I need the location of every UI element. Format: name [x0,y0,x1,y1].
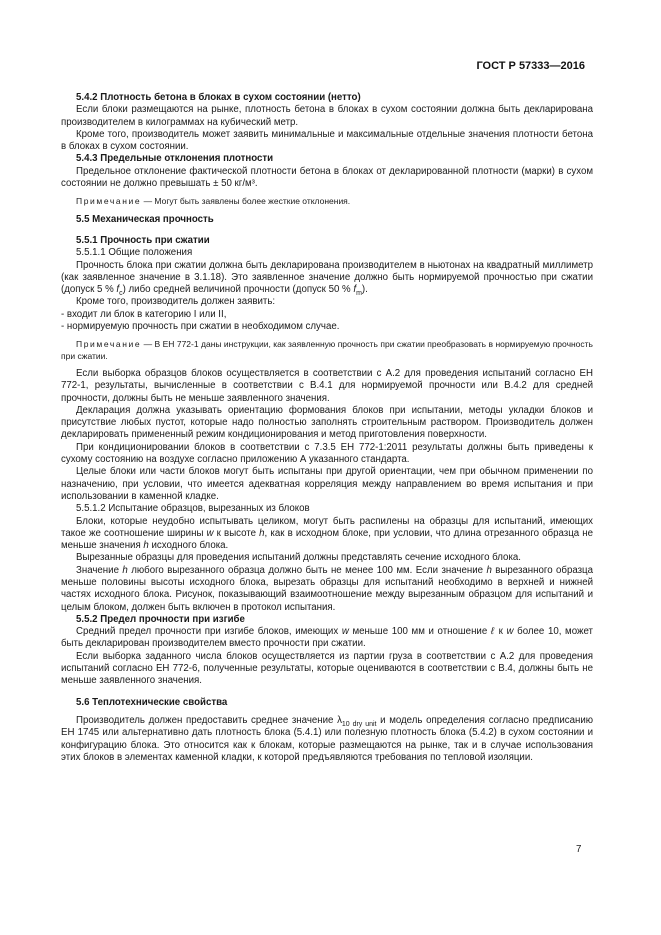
symbol-f: f [116,284,120,296]
symbol-h: h [122,564,128,576]
text-run: Блоки, которые неудобно испытывать целиком, могут быть распилены на образцы для испытаний, имеющих такое же соотношение ширины [61,515,593,539]
paragraph: Если выборка образцов блоков осуществляется в соответствии с А.2 для проведения испытаний согласно ЕН 772-1, результаты, вычисленные в соответствии с В.4.1 для нормируемой прочности или В.4.2 для средней прочности, должны быть не меньше заявленного значения. [61,367,593,404]
symbol-lambda: λ [337,714,342,726]
symbol-w: w [506,626,514,638]
paragraph [61,260,593,297]
page-body [61,92,593,764]
paragraph [61,715,593,764]
symbol-sub-c: c [119,290,123,298]
note-label: Примечание [76,339,142,350]
list-item: - нормируемую прочность при сжатии в необходимом случае. [61,321,340,333]
paragraph [61,565,593,614]
section-heading-5-4-2: 5.4.2 Плотность бетона в блоках в сухом состоянии (нетто) [76,92,361,103]
list-item: - входит ли блок в категорию I или II, [61,308,227,320]
symbol-f: f [353,284,357,296]
section-heading-5-5-2: 5.5.2 Предел прочности при изгибе [76,613,245,625]
note [61,339,593,362]
symbol-h: h [486,564,492,576]
symbol-w: w [341,626,349,638]
text-run: и модель определения согласно предписанию ЕН 1745 или альтернативно дать плотность блока (5.4.1) или полезную плотность блока (5.4.2) в сухом состоянии и конфигурацию блока. Это относится как к блокам, которые размещаются на рынке, так и в случае использования этих блоков в элементах каменной кладки, к которой предъявляются требования по тепловой изоляции. [61,714,593,763]
text-run: Средний предел прочности при изгибе блоков, имеющих [76,626,342,638]
subsection-heading-5-5-1-1: 5.5.1.1 Общие положения [76,247,193,259]
symbol-h: h [143,540,149,552]
text-run: вырезанного образца меньше половины высоты исходного блока, вырезать образцы для испытаний необходимо в верхней и нижней частях исходного блока. Рисунок, показывающий взаимоотношение между вырезанным образцом для испытаний и целым блоком, должен быть включен в протокол испытания. [61,564,593,613]
text-run: меньше 100 мм и отношение [348,626,491,638]
paragraph: Вырезанные образцы для проведения испытаний должны представлять сечение исходного блока. [76,552,521,564]
text-run: Значение [76,564,123,576]
text-run: любого вырезанного образца должно быть не менее 100 мм. Если значение [127,564,487,576]
text-run: Производитель должен предоставить среднее значение [76,714,338,726]
note-label: Примечание [76,196,142,207]
text-run: Прочность блока при сжатии должна быть декларирована производителем в ньютонах на квадратный миллиметр (как заявленное значение в 3.1.18). Это заявленное значение должно быть нормируемой прочностью при сжатии (допуск 5 % [61,259,593,296]
section-heading-5-6: 5.6 Теплотехнические свойства [76,696,228,708]
paragraph [61,626,593,651]
section-heading-5-5: 5.5 Механическая прочность [76,213,214,225]
text-run: ). [361,284,368,296]
symbol-w: w [206,527,214,539]
text-run: ) либо средней величиной прочности (допуск 50 % [122,284,354,296]
symbol-sub-m: m [356,290,362,298]
standard-number: ГОСТ Р 57333—2016 [476,60,585,72]
paragraph: Кроме того, производитель должен заявить: [76,296,276,308]
text-run: к [494,626,507,638]
text-run: более 10, может быть декларирован производителем вместо прочности при сжатии. [61,626,593,650]
symbol-h: h [259,527,265,539]
text-run: к высоте [213,527,260,539]
note-text: — Могут быть заявлены более жесткие отклонения. [141,196,351,207]
symbol-l: ℓ [490,626,495,638]
paragraph: При кондиционировании блоков в соответствии с 7.3.5 ЕН 772-1:2011 результаты должны быть приведены к сухому состоянию на воздухе согласно приложению А указанного стандарта. [61,441,593,466]
paragraph: Если блоки размещаются на рынке, плотность бетона в блоках в сухом состоянии должна быть декларирована производителем в килограммах на кубический метр. [61,104,593,128]
paragraph: Декларация должна указывать ориентацию формования блоков при испытании, методы укладки блоков и присутствие любых пустот, которые надо полностью заполнять строительным раствором. Производитель должен декларировать примененный режим кондиционирования и метод приготовления поверхности. [61,404,593,441]
paragraph: Если выборка заданного числа блоков осуществляется из партии груза в соответствии с А.2 для проведения испытаний согласно ЕН 772-6, полученные результаты, которые оцениваются в соответствии с В.4, должны быть не меньше заявленного значения. [61,650,593,687]
paragraph: Кроме того, производитель может заявить минимальные и максимальные отдельные значения плотности бетона в блоках в сухом состоянии. [61,128,593,153]
paragraph: Целые блоки или части блоков могут быть испытаны при другой ориентации, чем при обычном применении по назначению, при условии, что имеется адекватная корреляция между направлением во время испытания и при использовании в каменной кладке. [61,466,593,502]
paragraph: Предельное отклонение фактической плотности бетона в блоках от декларированной плотности (марки) в сухом состоянии не должно превышать ± 50 кг/м³. [61,165,593,190]
subsection-heading-5-5-1-2: 5.5.1.2 Испытание образцов, вырезанных из блоков [76,503,310,515]
section-heading-5-4-3: 5.4.3 Предельные отклонения плотности [76,153,274,165]
note-text: — В ЕН 772-1 даны инструкции, как заявленную прочность при сжатии преобразовать в нормируемую прочность при сжатии. [61,339,593,361]
page-number: 7 [576,844,582,855]
section-heading-5-5-1: 5.5.1 Прочность при сжатии [76,234,210,246]
note [61,196,593,207]
text-run: , как в исходном блоке, при условии, что длина отрезанного образца не меньше значения [61,527,594,552]
paragraph [61,516,593,553]
text-run: исходного блока. [148,540,229,552]
symbol-sub-10-dry-unit: 10 dry unit [341,720,377,728]
